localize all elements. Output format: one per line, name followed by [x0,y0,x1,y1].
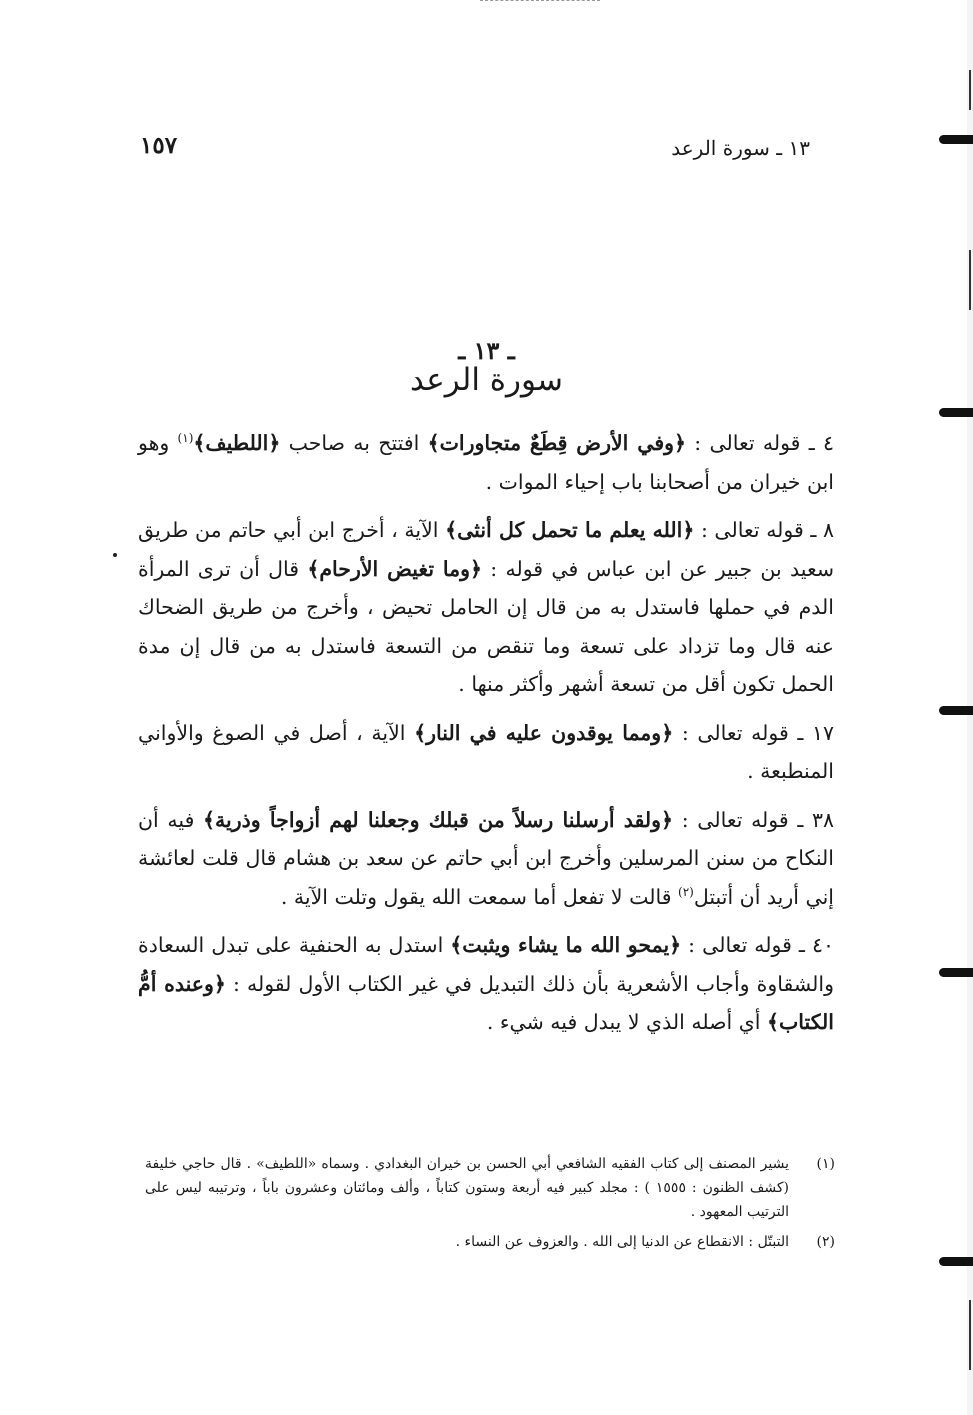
footnote [145,1152,835,1224]
commentary-text: قال أن ترى المرأة الدم في حملها فاستدل به من قال إن الحامل تحيض ، وأخرج من طريق الضحاك عنه قال وما تزداد على تسعة وما تنقص من التسعة فاستدل به من قال إن مدة الحمل تكون أقل من تسعة أشهر وأكثر منها . [138,556,834,696]
quran-quote: ﴿ولقد أرسلنا رسلاً من قبلك وجعلنا لهم أزواجاً وذرية﴾ [203,807,674,832]
binding-mark [939,408,973,417]
top-edge-rule [480,0,600,2]
verse-commentary-4 [138,424,834,501]
verse-intro: ٣٨ ـ قوله تعالى : [673,807,835,832]
binding-mark [939,706,973,715]
commentary-text: أي أصله الذي لا يبدل فيه شيء . [486,1010,767,1034]
verse-commentary-40 [138,926,834,1042]
footnote-ref[interactable]: (٢) [678,884,694,899]
commentary-text: قالت لا تفعل أما سمعت الله يقول وتلت الآية . [280,884,679,909]
commentary-text: وهو ابن خيران من أصحابنا باب إحياء الموات . [138,431,834,494]
running-head [140,132,810,172]
verse-intro: ٤ ـ قوله تعالى : [686,431,834,455]
quran-quote: ﴿وعنده أمُّ الكتاب﴾ [138,971,834,1034]
edge-tick [969,250,971,310]
main-text [138,424,834,1052]
verse-commentary-38 [138,801,834,917]
footnote-number: (٢) [816,1234,835,1250]
commentary-text: الآية ، أخرج ابن أبي حاتم من طريق سعيد بن جبير عن ابن عباس في قوله : [138,518,835,581]
footnotes [145,1152,835,1260]
commentary-text: الآية ، أصل في الصوغ والأواني المنطبعة . [138,720,834,783]
quran-quote: ﴿اللطيف﴾ [193,431,281,455]
footnote-number: (١) [816,1156,835,1172]
footnote [145,1230,835,1254]
commentary-text: فيه أن النكاح من سنن المرسلين وأخرج ابن أبي حاتم عن سعد بن هشام قال قلت لعائشة إني أريد أن أتبتل [138,807,834,909]
binding-mark [939,135,973,144]
verse-intro: ١٧ ـ قوله تعالى : [673,720,835,745]
footnote-text: التبتّل : الانقطاع عن الدنيا إلى الله . والعزوف عن النساء . [455,1234,789,1250]
quran-quote: ﴿وما تغيض الأرحام﴾ [307,556,483,581]
binding-mark [939,1257,973,1266]
commentary-text: استدل به الحنفية على تبدل السعادة والشقاوة وأجاب الأشعرية بأن ذلك التبديل في غير الكتاب الأول لقوله : [138,933,835,996]
footnote-text: يشير المصنف إلى كتاب الفقيه الشافعي أبي الحسن بن خيران البغدادي . وسماه «اللطيف» . قال حاجي خليفة (كشف الظنون : ١٥٥٥ ) : مجلد كبير فيه أربعة وستون كتاباً ، وألف ومائتان وعشرون باباً ، وترتيبه ليس على الترتيب المعهود . [145,1156,789,1220]
chapter-number: ـ ١٣ ـ [458,336,515,365]
quran-quote: ﴿الله يعلم ما تحمل كل أنثى﴾ [445,518,695,542]
quran-quote: ﴿ومما يوقدون عليه في النار﴾ [414,720,674,745]
quran-quote: ﴿يمحو الله ما يشاء ويثبت﴾ [450,933,682,957]
commentary-text: افتتح به صاحب [280,431,428,455]
quran-quote: ﴿وفي الأرض قِطَعٌ متجاورات﴾ [427,431,687,455]
running-head-chapter: ١٣ ـ سورة الرعد [671,136,810,160]
verse-commentary-17 [138,714,834,791]
binding-mark [939,968,973,977]
chapter-title: سورة الرعد [410,362,563,398]
edge-tick [969,1300,971,1370]
page-number: ١٥٧ [140,132,178,159]
footnote-ref[interactable]: (١) [177,431,194,446]
verse-intro: ٨ ـ قوله تعالى : [694,518,835,542]
margin-dot [113,553,117,557]
edge-tick [969,70,971,110]
verse-intro: ٤٠ ـ قوله تعالى : [681,933,834,957]
verse-commentary-8 [138,511,834,704]
